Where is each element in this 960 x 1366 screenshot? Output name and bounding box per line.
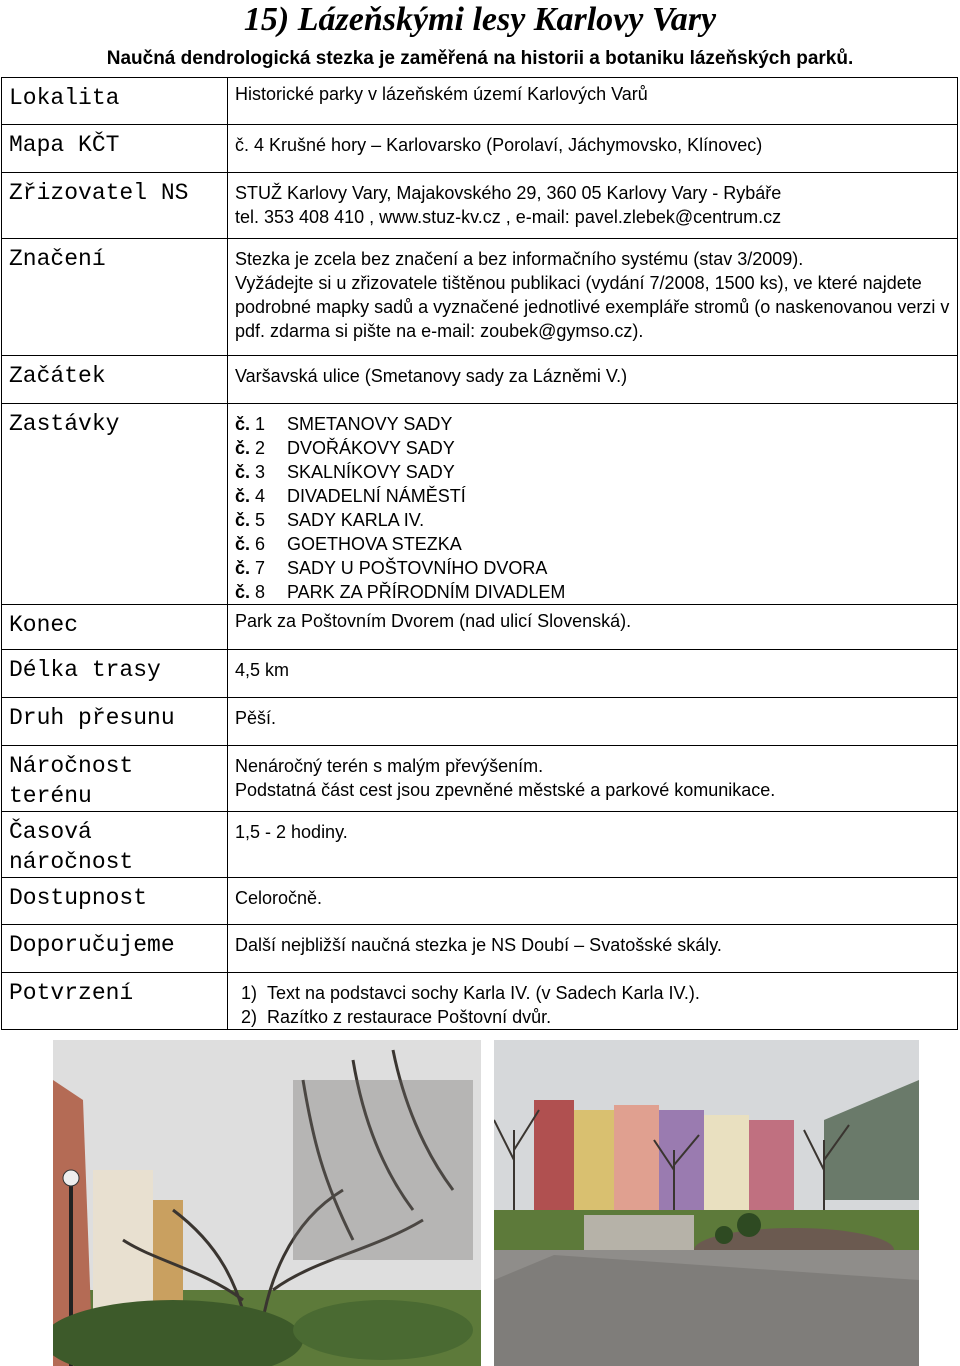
value-konec: Park za Poštovním Dvorem (nad ulicí Slovenská).: [228, 605, 958, 650]
label-mapa: Mapa KČT: [2, 125, 228, 173]
stop-prefix: č.: [235, 438, 251, 458]
stop-num-value: 5: [255, 510, 266, 530]
stop-item: [235, 484, 957, 508]
value-casova: 1,5 - 2 hodiny.: [228, 812, 958, 878]
label-potvrzeni: Potvrzení: [2, 973, 228, 1030]
narocnost-line-2: Podstatná část cest jsou zpevněné městské a parkové komunikace.: [235, 780, 776, 800]
value-potvrzeni: [228, 973, 958, 1030]
row-doporucujeme: [2, 925, 958, 973]
page-subtitle: Naučná dendrologická stezka je zaměřená na historii a botaniku lázeňských parků.: [106, 48, 854, 69]
stop-item: [235, 436, 957, 460]
label-delka: Délka trasy: [2, 650, 228, 698]
stop-number: [235, 436, 287, 460]
stop-prefix: č.: [235, 558, 251, 578]
value-zacatek: Varšavská ulice (Smetanovy sady za Lázněmi V.): [228, 356, 958, 404]
stop-num-value: 6: [255, 534, 266, 554]
shrub-1: [737, 1213, 761, 1237]
stop-number: [235, 412, 287, 436]
stop-prefix: č.: [235, 414, 251, 434]
row-lokalita: [2, 78, 958, 125]
stop-number: [235, 580, 287, 604]
narocnost-line-1: Nenáročný terén s malým převýšením.: [235, 756, 544, 776]
stop-prefix: č.: [235, 486, 251, 506]
stop-name: PARK ZA PŘÍRODNÍM DIVADLEM: [287, 582, 566, 602]
stop-num-value: 4: [255, 486, 266, 506]
stop-name: SADY KARLA IV.: [287, 510, 425, 530]
confirmation-text: Text na podstavci sochy Karla IV. (v Sadech Karla IV.).: [267, 983, 700, 1003]
value-doporucujeme: Další nejbližší naučná stezka je NS Doubí – Svatošské skály.: [228, 925, 958, 973]
value-druh: Pěší.: [228, 698, 958, 746]
label-zrizovatel: Zřizovatel NS: [2, 173, 228, 239]
value-zastavky: [228, 404, 958, 605]
house-salmon: [614, 1105, 659, 1210]
stop-number: [235, 556, 287, 580]
stop-num-value: 1: [255, 414, 266, 434]
confirmation-text: Razítko z restaurace Poštovní dvůr.: [267, 1007, 552, 1027]
row-zrizovatel: [2, 173, 958, 239]
stop-item: [235, 532, 957, 556]
stop-name: DIVADELNÍ NÁMĚSTÍ: [287, 486, 466, 506]
stop-number: [235, 484, 287, 508]
label-zacatek: Začátek: [2, 356, 228, 404]
znaceni-publication: Vyžádejte si u zřizovatele tištěnou publikaci (vydání 7/2008, 1500 ks), ve které najdete podrobné mapky sadů a vyznačené jednotlivé exempláře stromů (o naskenovanou verzi v pdf. zdarma si pište na e-mail: zoubek@gymso.cz).: [235, 273, 950, 341]
photo-park-square: [494, 1040, 919, 1366]
stop-item: [235, 580, 957, 604]
value-zrizovatel: [228, 173, 958, 239]
zrizovatel-address: STUŽ Karlovy Vary, Majakovského 29, 360 05 Karlovy Vary - Rybáře: [235, 183, 782, 203]
stop-prefix: č.: [235, 534, 251, 554]
bush: [293, 1300, 473, 1360]
confirmation-number: 1): [241, 983, 258, 1003]
photo-park-trees: [53, 1040, 481, 1366]
label-dostupnost: Dostupnost: [2, 878, 228, 925]
stop-item: [235, 508, 957, 532]
label-znaceni: Značení: [2, 239, 228, 356]
fountain-basin: [584, 1215, 694, 1250]
row-konec: [2, 605, 958, 650]
label-druh: Druh přesunu: [2, 698, 228, 746]
value-delka: 4,5 km: [228, 650, 958, 698]
lamp-globe: [63, 1170, 79, 1186]
stop-item: [235, 556, 957, 580]
row-dostupnost: [2, 878, 958, 925]
label-narocnost-terenu: Náročnost terénu: [2, 746, 228, 812]
house-pink: [749, 1120, 794, 1210]
stop-number: [235, 508, 287, 532]
shrub-2: [715, 1226, 733, 1244]
row-mapa: [2, 125, 958, 173]
row-delka: [2, 650, 958, 698]
row-druh: [2, 698, 958, 746]
stop-name: GOETHOVA STEZKA: [287, 534, 462, 554]
stop-item: [235, 460, 957, 484]
value-narocnost-terenu: [228, 746, 958, 812]
park-trees-illustration: [53, 1040, 481, 1366]
stops-list: [235, 412, 957, 604]
stop-number: [235, 460, 287, 484]
row-zastavky: [2, 404, 958, 605]
confirmation-number: 2): [241, 1007, 258, 1027]
label-casova: Časová náročnost: [2, 812, 228, 878]
stop-num-value: 7: [255, 558, 266, 578]
row-narocnost-terenu: [2, 746, 958, 812]
trail-info-table: [1, 77, 958, 1030]
house-red: [534, 1100, 574, 1210]
stop-num-value: 8: [255, 582, 266, 602]
confirmation-item: [235, 981, 957, 1005]
row-zacatek: [2, 356, 958, 404]
stop-name: DVOŘÁKOVY SADY: [287, 438, 455, 458]
confirmation-item: [235, 1005, 957, 1029]
stop-prefix: č.: [235, 510, 251, 530]
house-purple: [659, 1110, 704, 1210]
stop-name: SMETANOVY SADY: [287, 414, 453, 434]
confirmation-list: [235, 981, 957, 1029]
stop-num-value: 2: [255, 438, 266, 458]
house-cream: [704, 1115, 749, 1210]
tree-canopy: [293, 1080, 473, 1260]
label-zastavky: Zastávky: [2, 404, 228, 605]
stop-prefix: č.: [235, 582, 251, 602]
stop-num-value: 3: [255, 462, 266, 482]
value-znaceni: [228, 239, 958, 356]
stop-prefix: č.: [235, 462, 251, 482]
znaceni-status: Stezka je zcela bez značení a bez informačního systému (stav 3/2009).: [235, 249, 804, 269]
label-konec: Konec: [2, 605, 228, 650]
row-znaceni: [2, 239, 958, 356]
value-lokalita: Historické parky v lázeňském území Karlových Varů: [228, 78, 958, 125]
value-mapa: č. 4 Krušné hory – Karlovarsko (Porolaví, Jáchymovsko, Klínovec): [228, 125, 958, 173]
stop-name: SKALNÍKOVY SADY: [287, 462, 455, 482]
value-dostupnost: Celoročně.: [228, 878, 958, 925]
stop-number: [235, 532, 287, 556]
zrizovatel-contact: tel. 353 408 410 , www.stuz-kv.cz , e-mail: pavel.zlebek@centrum.cz: [235, 207, 782, 227]
row-potvrzeni: [2, 973, 958, 1030]
stop-item: [235, 412, 957, 436]
row-casova: [2, 812, 958, 878]
label-doporucujeme: Doporučujeme: [2, 925, 228, 973]
park-square-illustration: [494, 1040, 919, 1366]
label-lokalita: Lokalita: [2, 78, 228, 125]
house-yellow: [574, 1110, 614, 1210]
stop-name: SADY U POŠTOVNÍHO DVORA: [287, 558, 548, 578]
page-title: 15) Lázeňskými lesy Karlovy Vary: [243, 1, 717, 38]
